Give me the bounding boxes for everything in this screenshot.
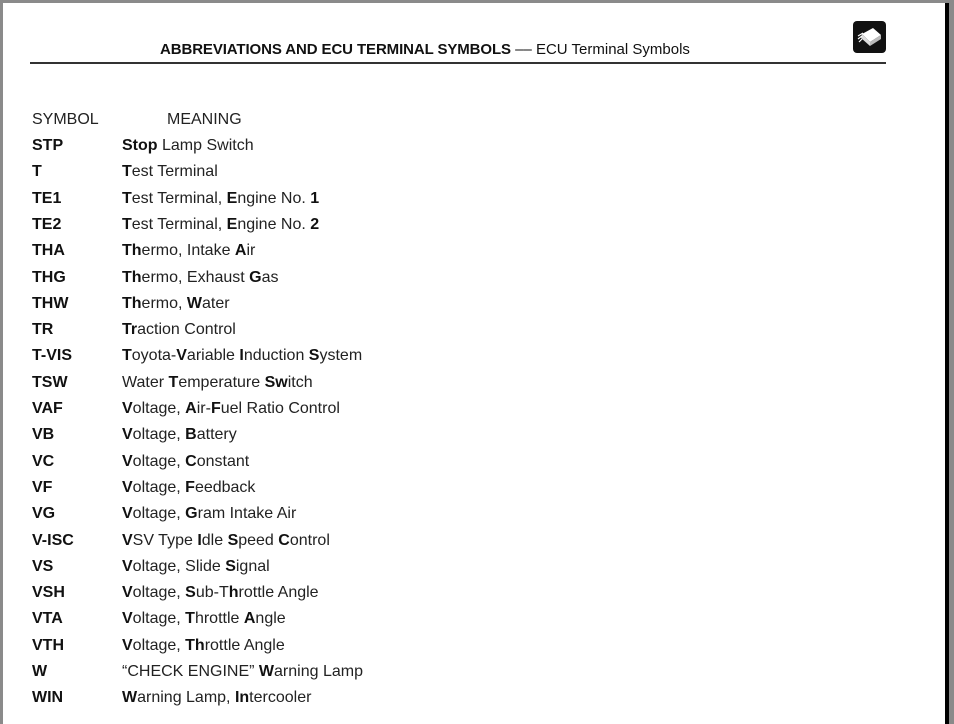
meaning-text: ermo, Intake (141, 242, 235, 260)
meaning-emphasis: Th (122, 242, 142, 260)
meaning-emphasis: Tr (122, 321, 138, 339)
table-row (3, 426, 703, 452)
meaning-text: oltage, (132, 452, 186, 470)
meaning-text: Water (122, 373, 169, 391)
row-meaning (122, 479, 255, 497)
meaning-emphasis: E (226, 189, 238, 207)
table-row (3, 242, 703, 268)
row-symbol: V-ISC (32, 531, 74, 549)
meaning-text: ngine No. (237, 189, 311, 207)
row-symbol: W (32, 663, 48, 680)
meaning-emphasis: T (122, 347, 132, 365)
meaning-text: oltage, (132, 478, 186, 496)
table-row (3, 374, 703, 400)
meaning-text: rottle Angle (238, 584, 319, 602)
row-symbol: T (32, 163, 42, 181)
meaning-text: ater (202, 294, 230, 312)
meaning-emphasis: V (176, 347, 187, 365)
table-row (3, 532, 703, 558)
meaning-emphasis: h (228, 584, 239, 602)
meaning-text: oltage, (132, 426, 186, 444)
meaning-emphasis: T (122, 189, 132, 207)
table-row (3, 663, 703, 689)
meaning-emphasis: S (308, 347, 320, 365)
meaning-emphasis: T (122, 163, 132, 181)
meaning-emphasis: W (186, 294, 202, 312)
page-title-subtitle: ECU Terminal Symbols (535, 41, 690, 58)
meaning-emphasis: Stop (122, 137, 158, 154)
meaning-emphasis: T (122, 215, 132, 233)
table-row (3, 137, 703, 163)
meaning-text: itch (287, 373, 313, 391)
row-meaning (122, 321, 236, 339)
column-header-meaning: MEANING (167, 111, 242, 128)
meaning-emphasis: S (185, 584, 196, 602)
row-meaning (122, 295, 230, 313)
row-meaning (122, 689, 311, 707)
row-meaning (122, 637, 285, 655)
meaning-emphasis: A (243, 610, 256, 628)
page-title-bold: ABBREVIATIONS AND ECU TERMINAL SYMBOLS (160, 41, 511, 58)
table-row (3, 269, 703, 295)
row-symbol: TE2 (32, 215, 62, 233)
meaning-emphasis: V (122, 557, 133, 575)
row-meaning (122, 663, 363, 681)
row-meaning (122, 163, 218, 181)
meaning-emphasis: Th (185, 636, 205, 654)
meaning-text: ir (246, 242, 256, 260)
row-meaning (122, 216, 319, 234)
table-row (3, 637, 703, 663)
row-symbol: WIN (32, 689, 64, 707)
meaning-text: “CHECK ENGINE” (122, 663, 259, 680)
meaning-text: hrottle (194, 610, 244, 628)
meaning-emphasis: V (122, 505, 133, 523)
meaning-emphasis: Th (122, 294, 142, 312)
meaning-text: dle (201, 531, 228, 549)
window-frame-right (949, 0, 954, 724)
meaning-text: eedback (194, 478, 256, 496)
meaning-emphasis: V (122, 452, 133, 470)
meaning-text: ontrol (289, 531, 330, 549)
meaning-emphasis: In (234, 689, 250, 707)
row-symbol: TE1 (32, 189, 62, 207)
meaning-text: oltage, (132, 610, 186, 628)
row-symbol: VB (32, 426, 55, 444)
row-symbol: VTH (32, 636, 64, 654)
meaning-text: peed (238, 531, 279, 549)
row-symbol: VAF (32, 400, 63, 417)
meaning-text: Lamp Switch (157, 137, 254, 154)
row-symbol: TSW (32, 373, 68, 391)
book-icon (853, 21, 886, 53)
table-row (3, 689, 703, 715)
meaning-emphasis: W (122, 689, 138, 707)
meaning-text: ub-T (195, 584, 229, 602)
meaning-emphasis: V (122, 636, 133, 654)
meaning-text: attery (196, 426, 237, 444)
row-meaning (122, 453, 249, 471)
table-row (3, 584, 703, 610)
meaning-text: est Terminal, (131, 189, 227, 207)
page-title-separator: –– (510, 41, 536, 58)
meaning-emphasis: T (185, 610, 195, 628)
meaning-emphasis: V (122, 610, 133, 628)
meaning-text: ystem (319, 347, 363, 365)
row-symbol: THG (32, 268, 66, 286)
meaning-emphasis: V (122, 478, 133, 496)
meaning-text: ngine No. (237, 215, 311, 233)
row-symbol: VTA (32, 610, 63, 628)
row-symbol: VC (32, 452, 55, 470)
row-meaning (122, 426, 237, 444)
meaning-text: onstant (196, 452, 250, 470)
row-symbol: VG (32, 505, 56, 523)
meaning-text: arning Lamp (274, 663, 363, 680)
row-meaning (122, 584, 319, 602)
meaning-text: ir- (196, 400, 211, 417)
meaning-text: nduction (243, 347, 309, 365)
meaning-text: oltage, (132, 400, 186, 417)
meaning-text: ermo, (141, 294, 187, 312)
row-meaning (122, 374, 313, 392)
meaning-text: est Terminal, (131, 215, 227, 233)
meaning-text: oltage, (132, 505, 186, 523)
meaning-emphasis: C (185, 452, 197, 470)
meaning-emphasis: B (185, 426, 197, 444)
row-meaning (122, 347, 362, 365)
row-symbol: TR (32, 321, 54, 339)
meaning-emphasis: A (185, 400, 197, 417)
meaning-emphasis: I (239, 347, 244, 365)
table-row (3, 295, 703, 321)
table-row (3, 400, 703, 426)
meaning-text: emperature (178, 373, 265, 391)
meaning-emphasis: A (234, 242, 247, 260)
table-row (3, 505, 703, 531)
row-symbol: STP (32, 137, 64, 154)
meaning-text: uel Ratio Control (220, 400, 340, 417)
meaning-emphasis: V (122, 584, 133, 602)
meaning-text: oltage, (132, 636, 186, 654)
row-symbol: THA (32, 242, 65, 260)
meaning-emphasis: C (278, 531, 290, 549)
meaning-text: est Terminal (131, 163, 218, 181)
row-meaning (122, 532, 330, 550)
table-row (3, 558, 703, 584)
table-row (3, 479, 703, 505)
table-row (3, 610, 703, 636)
meaning-text: oltage, Slide (132, 557, 226, 575)
header-divider (30, 62, 886, 64)
table-row (3, 321, 703, 347)
meaning-emphasis: W (258, 663, 275, 680)
row-meaning (122, 610, 286, 628)
table-row (3, 347, 703, 373)
row-meaning (122, 190, 319, 208)
row-meaning (122, 505, 296, 523)
meaning-text: ermo, Exhaust (141, 268, 250, 286)
meaning-emphasis: F (185, 478, 195, 496)
table-row (3, 190, 703, 216)
meaning-text: SV Type (132, 531, 198, 549)
meaning-emphasis: E (226, 215, 238, 233)
meaning-text: rottle Angle (204, 636, 285, 654)
row-meaning (122, 400, 340, 418)
row-meaning (122, 269, 279, 287)
row-symbol: VSH (32, 584, 65, 602)
meaning-emphasis: G (185, 505, 198, 523)
meaning-text: ignal (235, 557, 270, 575)
meaning-emphasis: T (168, 373, 179, 391)
meaning-emphasis: V (122, 400, 133, 417)
meaning-emphasis: S (227, 531, 239, 549)
document-page (3, 3, 945, 724)
meaning-emphasis: Th (122, 268, 142, 286)
table-row (3, 453, 703, 479)
meaning-text: tercooler (249, 689, 312, 707)
meaning-text: oyota- (131, 347, 177, 365)
meaning-emphasis: V (122, 426, 133, 444)
meaning-text: arning Lamp, (137, 689, 235, 707)
meaning-text: ram Intake Air (197, 505, 297, 523)
meaning-text: ariable (186, 347, 240, 365)
meaning-text: oltage, (132, 584, 186, 602)
meaning-emphasis: 2 (310, 215, 320, 233)
column-header-symbol: SYMBOL (32, 111, 99, 128)
meaning-emphasis: V (122, 531, 133, 549)
row-symbol: T-VIS (32, 347, 73, 365)
meaning-emphasis: S (225, 557, 236, 575)
meaning-emphasis: Sw (264, 373, 288, 391)
meaning-emphasis: 1 (310, 189, 320, 207)
row-meaning (122, 137, 254, 155)
table-row (3, 163, 703, 189)
meaning-emphasis: G (249, 268, 262, 286)
meaning-text: as (261, 268, 279, 286)
row-symbol: THW (32, 294, 69, 312)
row-meaning (122, 558, 270, 576)
row-symbol: VF (32, 478, 53, 496)
meaning-emphasis: F (210, 400, 221, 417)
page-title (160, 41, 690, 58)
table-row (3, 216, 703, 242)
row-symbol: VS (32, 557, 54, 575)
meaning-text: action Control (137, 321, 236, 339)
meaning-emphasis: I (197, 531, 202, 549)
meaning-text: ngle (255, 610, 286, 628)
row-meaning (122, 242, 255, 260)
